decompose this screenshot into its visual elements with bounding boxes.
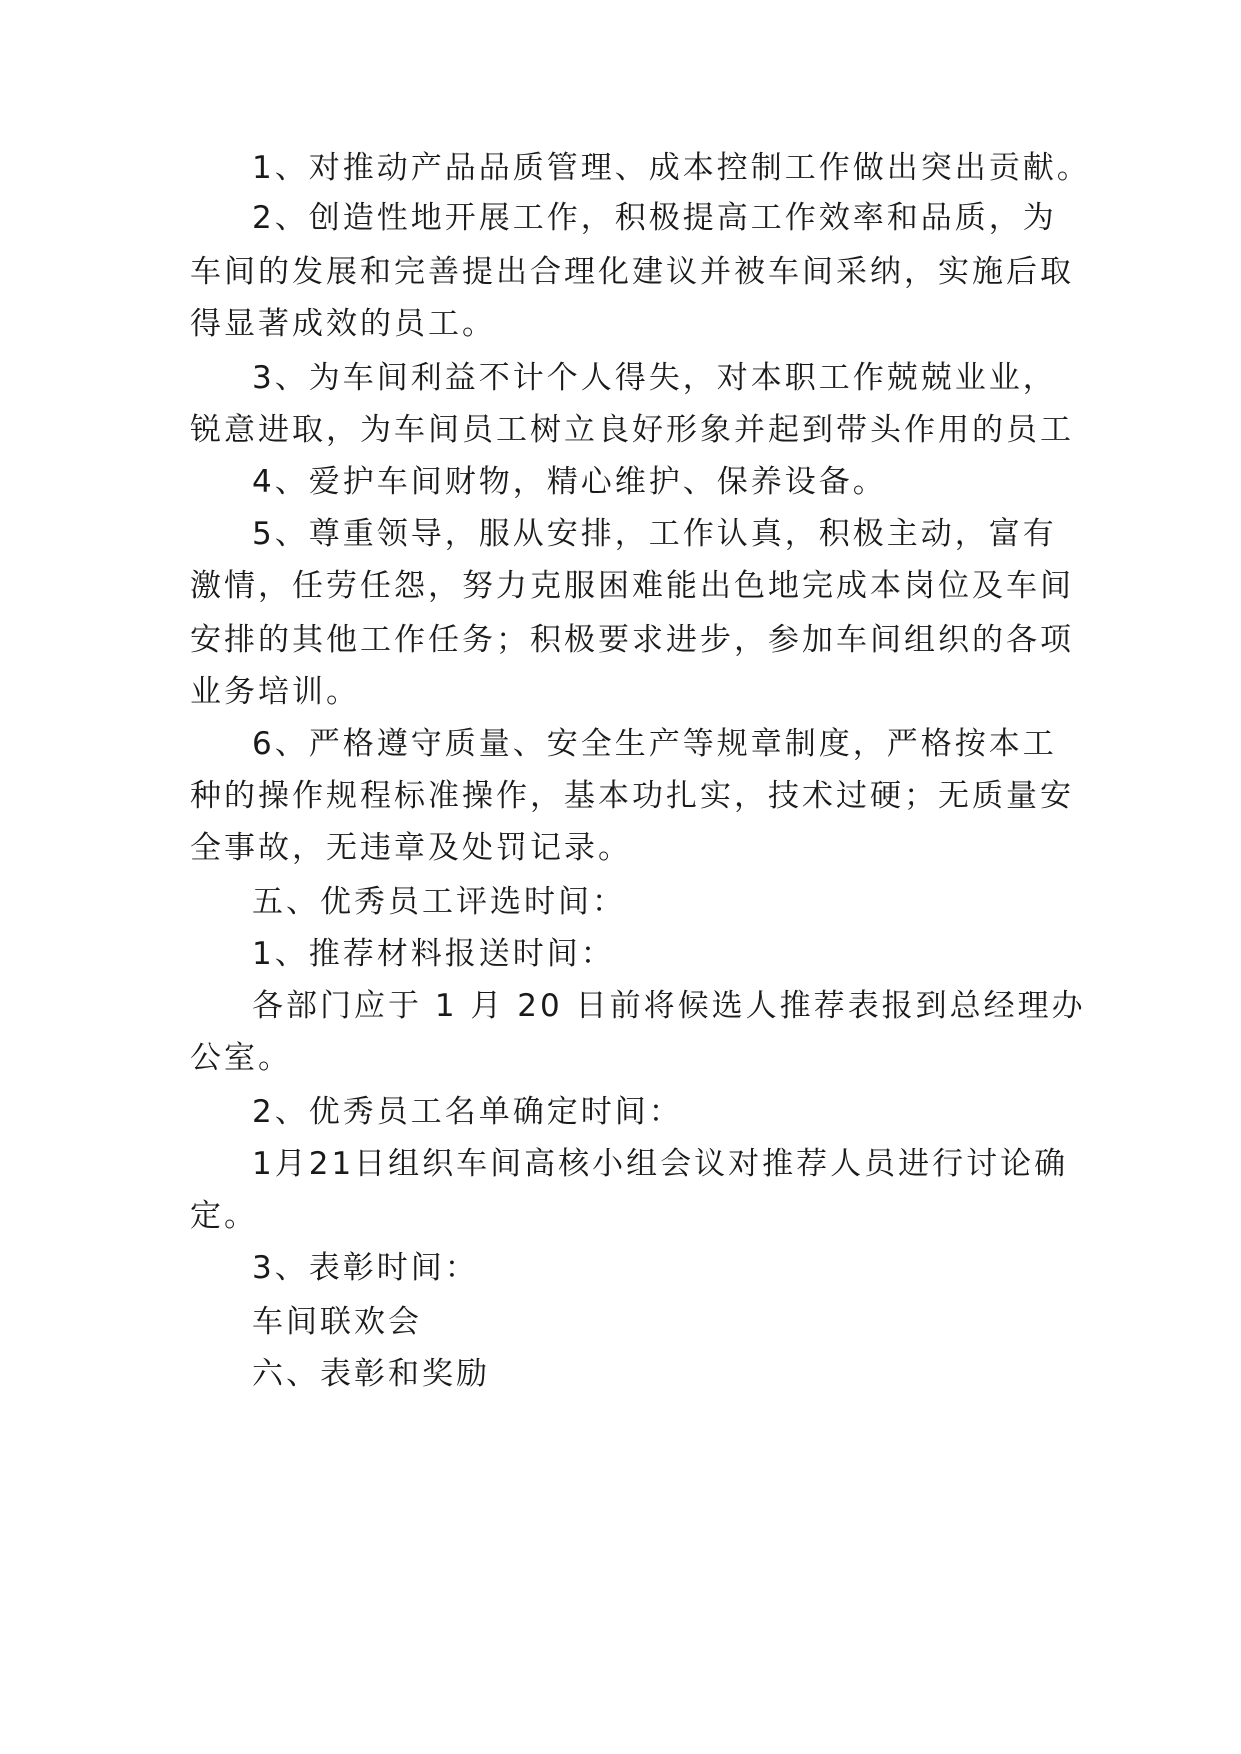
- text-line: 种的操作规程标准操作，基本功扎实，技术过硬；无质量安: [190, 778, 1074, 814]
- text-line: 定。: [190, 1198, 258, 1234]
- text-line: 2、优秀员工名单确定时间：: [252, 1094, 683, 1130]
- text-line: 车间的发展和完善提出合理化建议并被车间采纳，实施后取: [190, 254, 1074, 290]
- text-line: 得显著成效的员工。: [190, 306, 496, 342]
- text-line: 锐意进取，为车间员工树立良好形象并起到带头作用的员工: [190, 412, 1074, 448]
- text-line: 业务培训。: [190, 674, 360, 710]
- text-line: 6、严格遵守质量、安全生产等规章制度，严格按本工: [252, 726, 1057, 762]
- text-line: 3、为车间利益不计个人得失，对本职工作兢兢业业，: [252, 360, 1057, 396]
- text-line: 3、表彰时间：: [252, 1250, 479, 1286]
- text-line: 各部门应于 1 月 20 日前将候选人推荐表报到总经理办: [252, 988, 1086, 1024]
- text-line: 4、爱护车间财物，精心维护、保养设备。: [252, 464, 887, 500]
- text-line: 五、优秀员工评选时间：: [252, 884, 626, 920]
- text-line: 1月21日组织车间高核小组会议对推荐人员进行讨论确: [252, 1146, 1069, 1182]
- text-line: 车间联欢会: [252, 1304, 422, 1340]
- text-line: 2、创造性地开展工作，积极提高工作效率和品质，为: [252, 200, 1057, 236]
- text-line: 1、对推动产品品质管理、成本控制工作做出突出贡献。: [252, 150, 1091, 186]
- text-line: 安排的其他工作任务；积极要求进步，参加车间组织的各项: [190, 622, 1074, 658]
- text-line: 公室。: [190, 1040, 292, 1076]
- text-line: 5、尊重领导，服从安排，工作认真，积极主动，富有: [252, 516, 1057, 552]
- text-line: 六、表彰和奖励: [252, 1356, 490, 1392]
- text-line: 全事故，无违章及处罚记录。: [190, 830, 632, 866]
- text-line: 激情，任劳任怨，努力克服困难能出色地完成本岗位及车间: [190, 568, 1074, 604]
- text-line: 1、推荐材料报送时间：: [252, 936, 615, 972]
